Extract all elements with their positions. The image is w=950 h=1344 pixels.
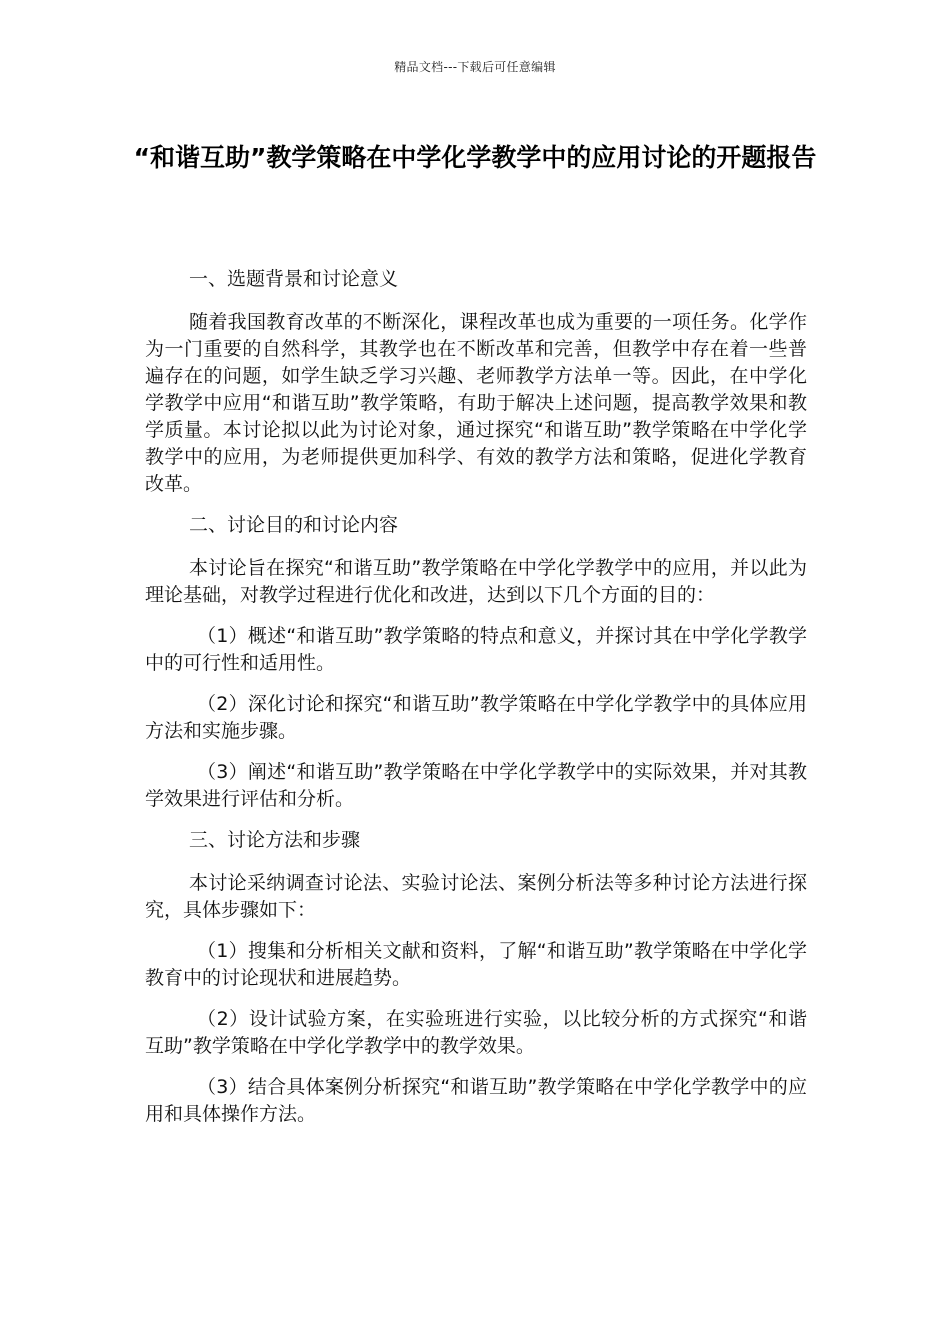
document-body xyxy=(145,266,807,1142)
page-header: 精品文档---下载后可任意编辑 xyxy=(394,60,556,74)
section-heading-background: 一、选题背景和讨论意义 xyxy=(189,268,399,290)
paragraph-purpose-intro: 本讨论旨在探究“和谐互助”教学策略在中学化学教学中的应用，并以此为理论基础，对教学过程进行优化和改进，达到以下几个方面的目的： xyxy=(145,557,807,606)
document-title: “和谐互助”教学策略在中学化学教学中的应用讨论的开题报告 xyxy=(133,143,817,172)
list-item: （1）搜集和分析相关文献和资料，了解“和谐互助”教学策略在中学化学教育中的讨论现状和进展趋势。 xyxy=(145,940,807,989)
list-item: （2）设计试验方案，在实验班进行实验，以比较分析的方式探究“和谐互助”教学策略在中学化学教学中的教学效果。 xyxy=(145,1008,807,1057)
paragraph-background: 随着我国教育改革的不断深化，课程改革也成为重要的一项任务。化学作为一门重要的自然科学，其教学也在不断改革和完善，但教学中存在着一些普遍存在的问题，如学生缺乏学习兴趣、老师教学方法单一等。因此，在中学化学教学中应用“和谐互助”教学策略，有助于解决上述问题，提高教学效果和教学质量。本讨论拟以此为讨论对象，通过探究“和谐互助”教学策略在中学化学教学中的应用，为老师提供更加科学、有效的教学方法和策略，促进化学教育改革。 xyxy=(145,311,807,495)
section-heading-methods: 三、讨论方法和步骤 xyxy=(189,829,361,851)
list-item: （3）阐述“和谐互助”教学策略在中学化学教学中的实际效果，并对其教学效果进行评估和分析。 xyxy=(145,761,807,810)
section-heading-purpose: 二、讨论目的和讨论内容 xyxy=(189,514,399,536)
list-item: （1）概述“和谐互助”教学策略的特点和意义，并探讨其在中学化学教学中的可行性和适用性。 xyxy=(145,625,807,674)
list-item: （3）结合具体案例分析探究“和谐互助”教学策略在中学化学教学中的应用和具体操作方法。 xyxy=(145,1076,807,1125)
list-item: （2）深化讨论和探究“和谐互助”教学策略在中学化学教学中的具体应用方法和实施步骤。 xyxy=(145,693,807,742)
paragraph-methods-intro: 本讨论采纳调查讨论法、实验讨论法、案例分析法等多种讨论方法进行探究，具体步骤如下： xyxy=(145,872,807,921)
